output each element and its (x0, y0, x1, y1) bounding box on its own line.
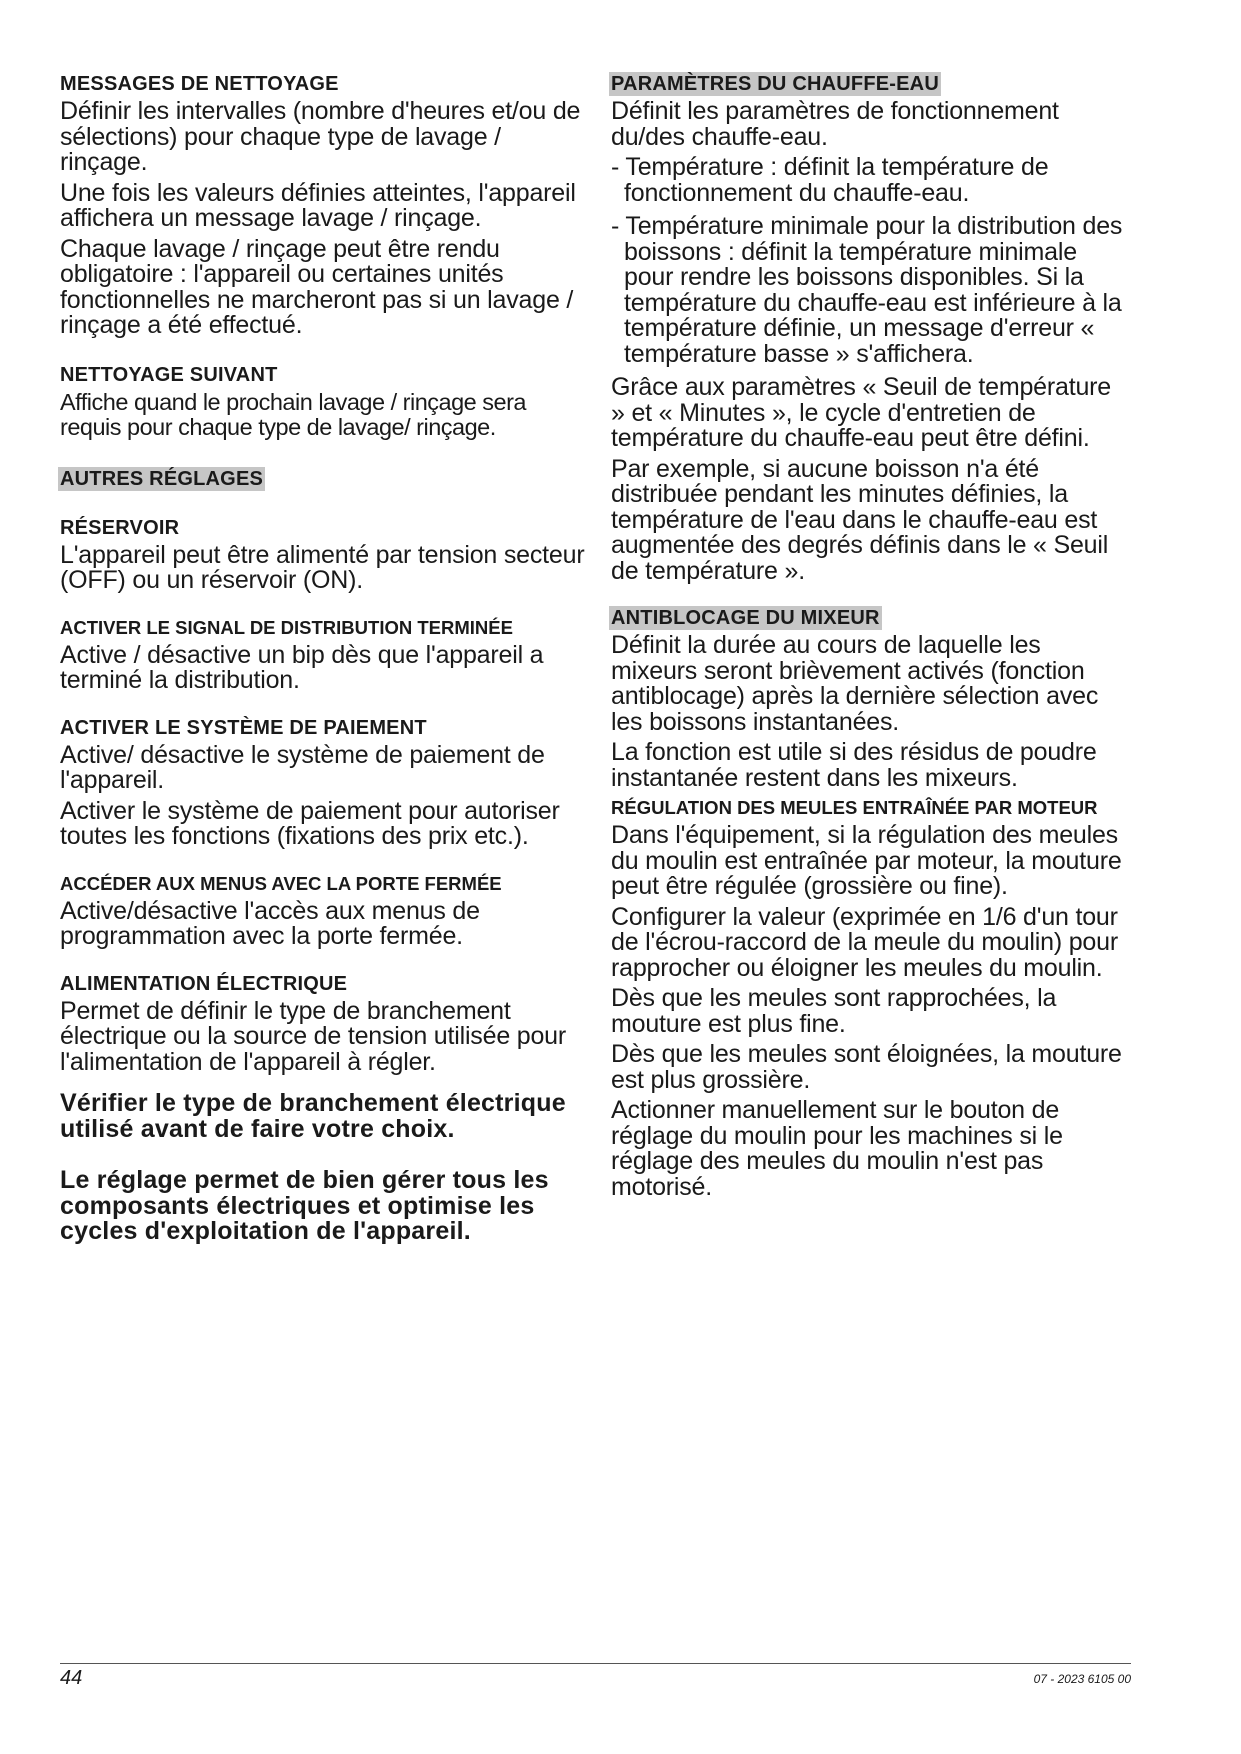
section-heading: MESSAGES DE NETTOYAGE (60, 73, 339, 95)
paragraph: Grâce aux paramètres « Seuil de température » et « Minutes », le cycle d'entretien de température du chauffe-eau peut être défini. (611, 373, 1111, 452)
paragraph: Affiche quand le prochain lavage / rinçage sera requis pour chaque type de lavage/ rinçage. (60, 388, 526, 440)
section-antiblocage (611, 606, 1131, 791)
section-chauffe-eau (611, 72, 1131, 584)
paragraph: Activer le système de paiement pour autoriser toutes les fonctions (fixations des prix etc.). (60, 796, 560, 850)
section-regulation (611, 796, 1131, 1200)
paragraph: Active/ désactive le système de paiement de l'appareil. (60, 740, 545, 794)
section-reservoir (60, 516, 585, 594)
paragraph: Dès que les meules sont éloignées, la mouture est plus grossière. (611, 1040, 1122, 1094)
section-heading: RÉSERVOIR (60, 516, 180, 539)
section-alimentation (60, 972, 585, 1245)
section-heading: RÉGULATION DES MEULES ENTRAÎNÉE PAR MOTEUR (611, 797, 1098, 818)
paragraph: Une fois les valeurs définies atteintes, l'appareil affichera un message lavage / rinçage. (60, 178, 576, 232)
paragraph: Active / désactive un bip dès que l'appareil a terminé la distribution. (60, 640, 544, 694)
paragraph: Active/désactive l'accès aux menus de programmation avec la porte fermée. (60, 896, 480, 950)
section-systeme-paiement (60, 716, 585, 850)
section-autres-reglages (60, 467, 585, 494)
section-heading: ACTIVER LE SYSTÈME DE PAIEMENT (60, 716, 427, 739)
highlighted-heading: AUTRES RÉGLAGES (60, 467, 264, 490)
highlighted-heading: ANTIBLOCAGE DU MIXEUR (611, 607, 880, 629)
paragraph: Définit la durée au cours de laquelle les mixeurs seront brièvement activés (fonction antiblocage) après la dernière sélection avec les boissons instantanées. (611, 631, 1099, 736)
section-heading: ACTIVER LE SIGNAL DE DISTRIBUTION TERMINÉE (60, 616, 513, 638)
footer-divider (60, 1663, 1131, 1664)
section-menus-porte (60, 872, 585, 950)
paragraph: Actionner manuellement sur le bouton de réglage du moulin pour les machines si le réglage des meules du moulin n'est pas motorisé. (611, 1096, 1063, 1201)
section-signal-distribution (60, 616, 585, 694)
bullet-item: - Température minimale pour la distribution des boissons : définit la température minimale pour rendre les boissons disponibles. Si la température du chauffe-eau est inférieure à la température définie, un message d'erreur « température basse » s'affichera. (611, 212, 1123, 368)
left-column (60, 72, 585, 1245)
section-nettoyage-suivant (60, 363, 585, 441)
paragraph: Définit les paramètres de fonctionnement du/des chauffe-eau. (611, 97, 1059, 151)
bullet-item: - Température : définit la température de fonctionnement du chauffe-eau. (611, 153, 1049, 207)
paragraph: Configurer la valeur (exprimée en 1/6 d'un tour de l'écrou-raccord de la meule du moulin) pour rapprocher ou éloigner les meules du moulin. (611, 902, 1118, 982)
section-messages-nettoyage (60, 72, 585, 339)
page-number: 44 (60, 1667, 83, 1689)
highlighted-heading: PARAMÈTRES DU CHAUFFE-EAU (611, 73, 939, 95)
note-text: Le réglage permet de bien gérer tous les composants électriques et optimise les cycles d'exploitation de l'appareil. (60, 1166, 549, 1245)
paragraph: Dès que les meules sont rapprochées, la mouture est plus fine. (611, 984, 1057, 1038)
section-heading: ACCÉDER AUX MENUS AVEC LA PORTE FERMÉE (60, 872, 502, 894)
paragraph: Définir les intervalles (nombre d'heures et/ou de sélections) pour chaque type de lavage / rinçage. (60, 97, 581, 176)
section-heading: ALIMENTATION ÉLECTRIQUE (60, 972, 348, 995)
paragraph: Permet de définir le type de branchement électrique ou la source de tension utilisée pour l'alimentation de l'appareil à régler. (60, 996, 567, 1076)
warning-text: Vérifier le type de branchement électrique utilisé avant de faire votre choix. (60, 1089, 566, 1143)
paragraph: La fonction est utile si des résidus de poudre instantanée restent dans les mixeurs. (611, 738, 1097, 792)
right-column (611, 72, 1131, 1205)
paragraph: Chaque lavage / rinçage peut être rendu obligatoire : l'appareil ou certaines unités fonctionnelles ne marcheront pas si un lavage / rinçage a été effectué. (60, 234, 574, 339)
paragraph: Dans l'équipement, si la régulation des meules du moulin est entraînée par moteur, la mouture peut être régulée (grossière ou fine). (611, 821, 1122, 900)
section-heading: NETTOYAGE SUIVANT (60, 363, 278, 386)
document-code: 07 - 2023 6105 00 (1033, 1672, 1131, 1686)
paragraph: L'appareil peut être alimenté par tension secteur (OFF) ou un réservoir (ON). (60, 540, 585, 594)
paragraph: Par exemple, si aucune boisson n'a été distribuée pendant les minutes définies, la température de l'eau dans le chauffe-eau est augmentée des degrés définis dans le « Seuil de température ». (611, 454, 1109, 585)
